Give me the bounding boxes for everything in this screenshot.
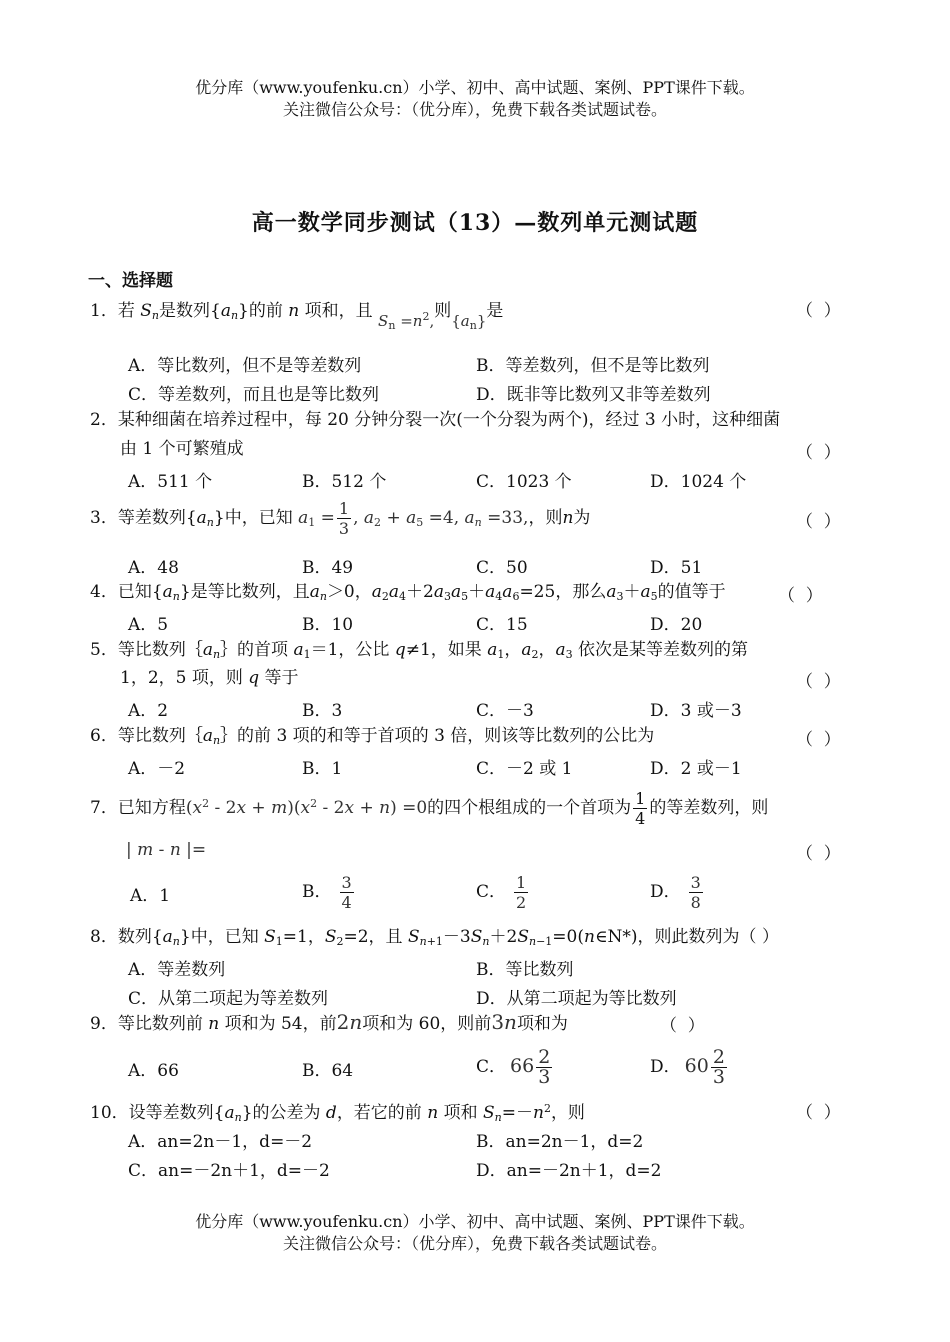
- q8-option-b: B．等比数列: [476, 960, 574, 980]
- q7-option-a: A．1: [130, 886, 171, 906]
- question-1: 1．若 $S_n$是数列$\{a_n\}$的前 n 项和，且 $S_n =n^2$,则$\{a_n\}$是: [90, 301, 504, 332]
- question-10: 10．设等差数列$\{a_n\}$的公差为 d，若它的前 n 项和 $S_n=-n^2$，则: [90, 1102, 585, 1124]
- q3-option-d: D．51: [650, 558, 703, 578]
- question-5-line-2: 1，2，5 项，则 q 等于: [120, 668, 299, 688]
- answer-paren-7: （ ）: [796, 844, 841, 864]
- q7-option-b: B． $\frac{3}{4}$: [302, 873, 352, 912]
- q2-option-a: A．511 个: [128, 472, 213, 492]
- q6-option-c: C．－2 或 1: [476, 759, 573, 779]
- q4-option-d: D．20: [650, 615, 703, 635]
- q5-option-c: C．－3: [476, 701, 534, 721]
- q8-option-a: A．等差数列: [128, 960, 226, 980]
- q5-option-a: A．2: [128, 701, 169, 721]
- q1-option-d: D．既非等比数列又非等差数列: [476, 385, 711, 405]
- q5-option-b: B．3: [302, 701, 343, 721]
- answer-paren-2: （ ）: [796, 443, 841, 463]
- q1-option-c: C．等差数列，而且也是等比数列: [128, 385, 380, 405]
- header-line-2: 关注微信公众号：（优分库），免费下载各类试题试卷。: [282, 100, 667, 119]
- question-9: 9．等比数列前 n 项和为 54，前2n项和为 60，则前3n项和为: [90, 1010, 568, 1034]
- q4-option-c: C．15: [476, 615, 528, 635]
- q7-option-d: D． $\frac{3}{8}$: [650, 873, 701, 912]
- question-7: 7．已知方程$(x^2 - 2x + m)(x^2 - 2x + n) =0$的四个根组成的一个首项为 $\frac{1}{4}$ 的等差数列，则: [90, 789, 769, 828]
- q6-option-d: D．2 或－1: [650, 759, 742, 779]
- q8-option-c: C．从第二项起为等差数列: [128, 989, 329, 1009]
- page-title: 高一数学同步测试（13）—数列单元测试题: [251, 210, 699, 236]
- q1-option-b: B．等差数列，但不是等比数列: [476, 356, 710, 376]
- q1-option-a: A．等比数列，但不是等差数列: [128, 356, 362, 376]
- answer-paren-5: （ ）: [796, 672, 841, 692]
- header-line-1: 优分库（www.youfenku.cn）小学、初中、高中试题、案例、PPT课件下载。: [195, 78, 755, 97]
- question-6: 6．等比数列$\{a_n\}$的前 3 项的和等于首项的 3 倍，则该等比数列的公比为: [90, 726, 655, 747]
- answer-paren-3: （ ）: [796, 512, 841, 532]
- question-2-line-1: 2．某种细菌在培养过程中，每 20 分钟分裂一次(一个分裂为两个)，经过 3 小时，这种细菌: [90, 410, 781, 430]
- q5-option-d: D．3 或－3: [650, 701, 742, 721]
- q9-option-d: D． 60 $\frac{2}{3}$: [650, 1046, 725, 1088]
- footer-line-2: 关注微信公众号：（优分库），免费下载各类试题试卷。: [282, 1234, 667, 1253]
- q10-option-a: A．an=2n－1，d=－2: [128, 1132, 313, 1152]
- q2-option-d: D．1024 个: [650, 472, 747, 492]
- q10-option-c: C．an=－2n＋1，d=－2: [128, 1161, 330, 1181]
- q9-option-c: C． 66 $\frac{2}{3}$: [476, 1046, 551, 1088]
- section-heading: 一、选择题: [88, 271, 173, 291]
- q9-option-b: B．64: [302, 1061, 354, 1081]
- q4-option-a: A．5: [128, 615, 169, 635]
- answer-paren-1: （ ）: [796, 301, 841, 321]
- q3-option-b: B．49: [302, 558, 354, 578]
- q3-option-c: C．50: [476, 558, 528, 578]
- footer-line-1: 优分库（www.youfenku.cn）小学、初中、高中试题、案例、PPT课件下载。: [195, 1212, 755, 1231]
- question-3: 3．等差数列$\{a_n\}$中，已知 $a_1$ = $\frac{1}{3}$ , $a_2 + a_5 =4$, $a_n =33$,，则n为: [90, 499, 591, 538]
- q6-option-a: A．－2: [128, 759, 186, 779]
- q8-option-d: D．从第二项起为等比数列: [476, 989, 677, 1009]
- q2-option-b: B．512 个: [302, 472, 387, 492]
- question-5-line-1: 5．等比数列$\{a_n\}$的首项 $a_1=1$，公比 q≠1，如果 $a_1$，$a_2$，$a_3$ 依次是某等差数列的第: [90, 640, 749, 661]
- q2-option-c: C．1023 个: [476, 472, 572, 492]
- q4-option-b: B．10: [302, 615, 354, 635]
- q10-option-d: D．an=－2n＋1，d=2: [476, 1161, 662, 1181]
- q9-option-a: A．66: [128, 1061, 179, 1081]
- question-2-line-2: 由 1 个可繁殖成: [120, 439, 244, 459]
- q6-option-b: B．1: [302, 759, 343, 779]
- question-7-expr: | m - n |=: [126, 840, 207, 860]
- question-4: 4．已知$\{a_n\}$是等比数列，且$a_n>0$，$a_2a_4+2a_3a_5+a_4a_6=25$，那么$a_3+a_5$的值等于: [90, 582, 726, 603]
- answer-paren-10: （ ）: [796, 1103, 841, 1123]
- answer-paren-6: （ ）: [796, 730, 841, 750]
- answer-paren-9: （ ）: [660, 1016, 705, 1036]
- q3-option-a: A．48: [128, 558, 179, 578]
- q7-option-c: C． $\frac{1}{2}$: [476, 873, 527, 912]
- q10-option-b: B．an=2n－1，d=2: [476, 1132, 644, 1152]
- question-8: 8．数列$\{a_n\}$中，已知 $S_1=1$，$S_2=2$，且 $S_{n+1}-3S_n+2S_{n-1}=0(n\in N*)$，则此数列为（ ）: [90, 927, 779, 948]
- answer-paren-4: （ ）: [778, 586, 823, 606]
